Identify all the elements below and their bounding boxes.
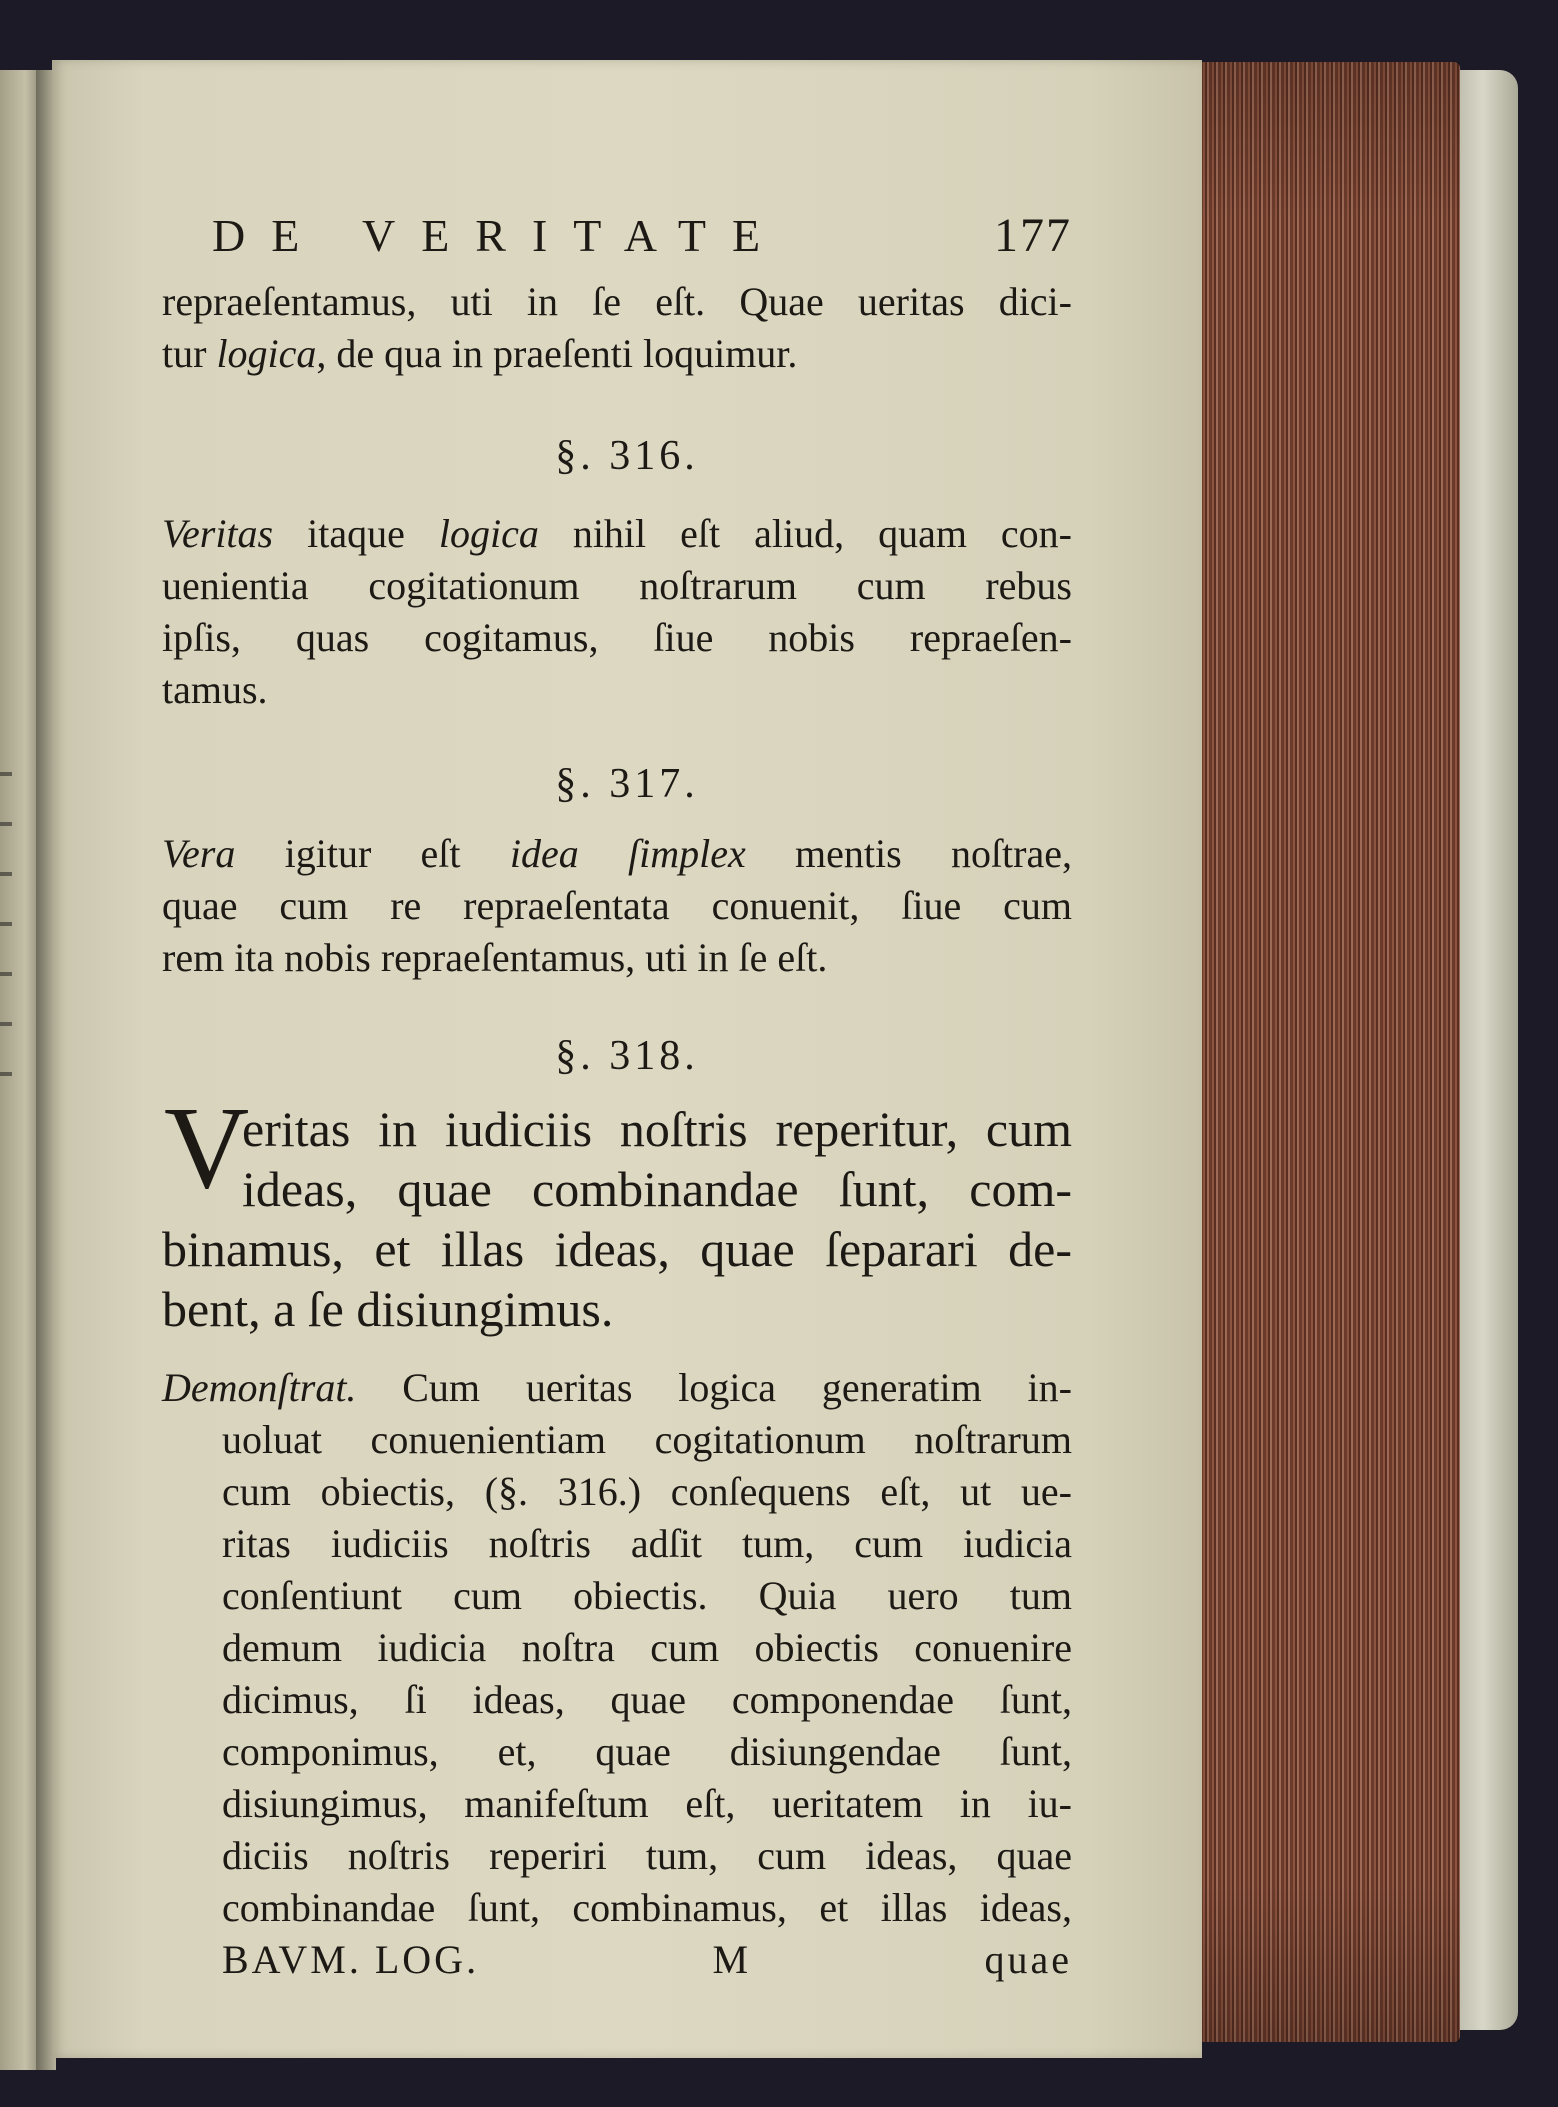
left-page-text-fragments xyxy=(0,740,12,1100)
drop-cap: V xyxy=(164,1082,250,1213)
text-line: uenientia cogitationum noſtrarum cum rebus xyxy=(162,563,1072,608)
page-footer xyxy=(222,1936,1072,1983)
book-page xyxy=(52,60,1202,2058)
text-line: diciis noſtris reperiri tum, cum ideas, quae xyxy=(222,1833,1072,1878)
text-line: combinandae ſunt, combinamus, et illas ideas, xyxy=(222,1885,1072,1930)
text-line: cum obiectis, (§. 316.) conſequens eſt, ut ue- xyxy=(222,1469,1072,1514)
text-span: nihil eſt aliud, quam con- xyxy=(538,511,1073,556)
italic-term: logica xyxy=(438,511,539,556)
page-number: 177 xyxy=(994,209,1072,262)
text-line xyxy=(162,510,1072,558)
catchword: quae xyxy=(984,1937,1072,1982)
running-head-title: DE VERITATE xyxy=(212,210,787,261)
text-line: conſentiunt cum obiectis. Quia uero tum xyxy=(222,1573,1072,1618)
italic-term: Vera xyxy=(162,831,236,876)
text-line: uoluat conuenientiam cogitationum noſtrarum xyxy=(222,1417,1072,1462)
text-line xyxy=(162,1364,1072,1412)
text-line: ipſis, quas cogitamus, ſiue nobis repraeſen- xyxy=(162,615,1072,660)
text-span: Cum ueritas logica generatim in- xyxy=(356,1365,1072,1410)
section-heading-316: §. 316. xyxy=(555,433,699,479)
text-line: dicimus, ſi ideas, quae componendae ſunt, xyxy=(222,1677,1072,1722)
text-line: eritas in iudiciis noſtris reperitur, cum xyxy=(242,1101,1072,1157)
text-line xyxy=(162,830,1072,878)
text-line: ritas iudiciis noſtris adſit tum, cum iudicia xyxy=(222,1521,1072,1566)
sheet-mark: M xyxy=(712,1937,752,1982)
section-heading-317: §. 317. xyxy=(555,761,699,807)
text-line: disiungimus, manifeſtum eſt, ueritatem in iu- xyxy=(222,1781,1072,1826)
signature-mark: BAVM. LOG. xyxy=(222,1937,480,1982)
text-span: itaque xyxy=(273,511,439,556)
text-line: componimus, et, quae disiungendae ſunt, xyxy=(222,1729,1072,1774)
text-line: rem ita nobis repraeſentamus, uti in ſe eſt. xyxy=(162,935,828,980)
text-span: mentis noſtrae, xyxy=(745,831,1073,876)
text-line xyxy=(162,330,1072,378)
text-line: demum iudicia noſtra cum obiectis conuenire xyxy=(222,1625,1072,1670)
section-heading-318: §. 318. xyxy=(555,1033,699,1079)
italic-term: logica xyxy=(216,331,317,376)
fore-edge-shading xyxy=(1200,62,1460,2042)
text-line: tamus. xyxy=(162,667,268,712)
demonstration-label: Demonſtrat. xyxy=(162,1365,357,1410)
running-head xyxy=(212,208,1072,263)
italic-term: Veritas xyxy=(162,511,274,556)
text-line: repraeſentamus, uti in ſe eſt. Quae ueritas dici- xyxy=(162,279,1072,324)
text-line: binamus, et illas ideas, quae ſeparari de- xyxy=(162,1221,1072,1277)
text-span: tur xyxy=(162,331,217,376)
text-span: igitur eſt xyxy=(235,831,510,876)
italic-term: idea ſimplex xyxy=(509,831,746,876)
text-line: ideas, quae combinandae ſunt, com- xyxy=(242,1161,1072,1217)
text-span: , de qua in praeſenti loquimur. xyxy=(316,331,798,376)
text-line: bent, a ſe disiungimus. xyxy=(162,1281,614,1337)
text-line: quae cum re repraeſentata conuenit, ſiue cum xyxy=(162,883,1072,928)
